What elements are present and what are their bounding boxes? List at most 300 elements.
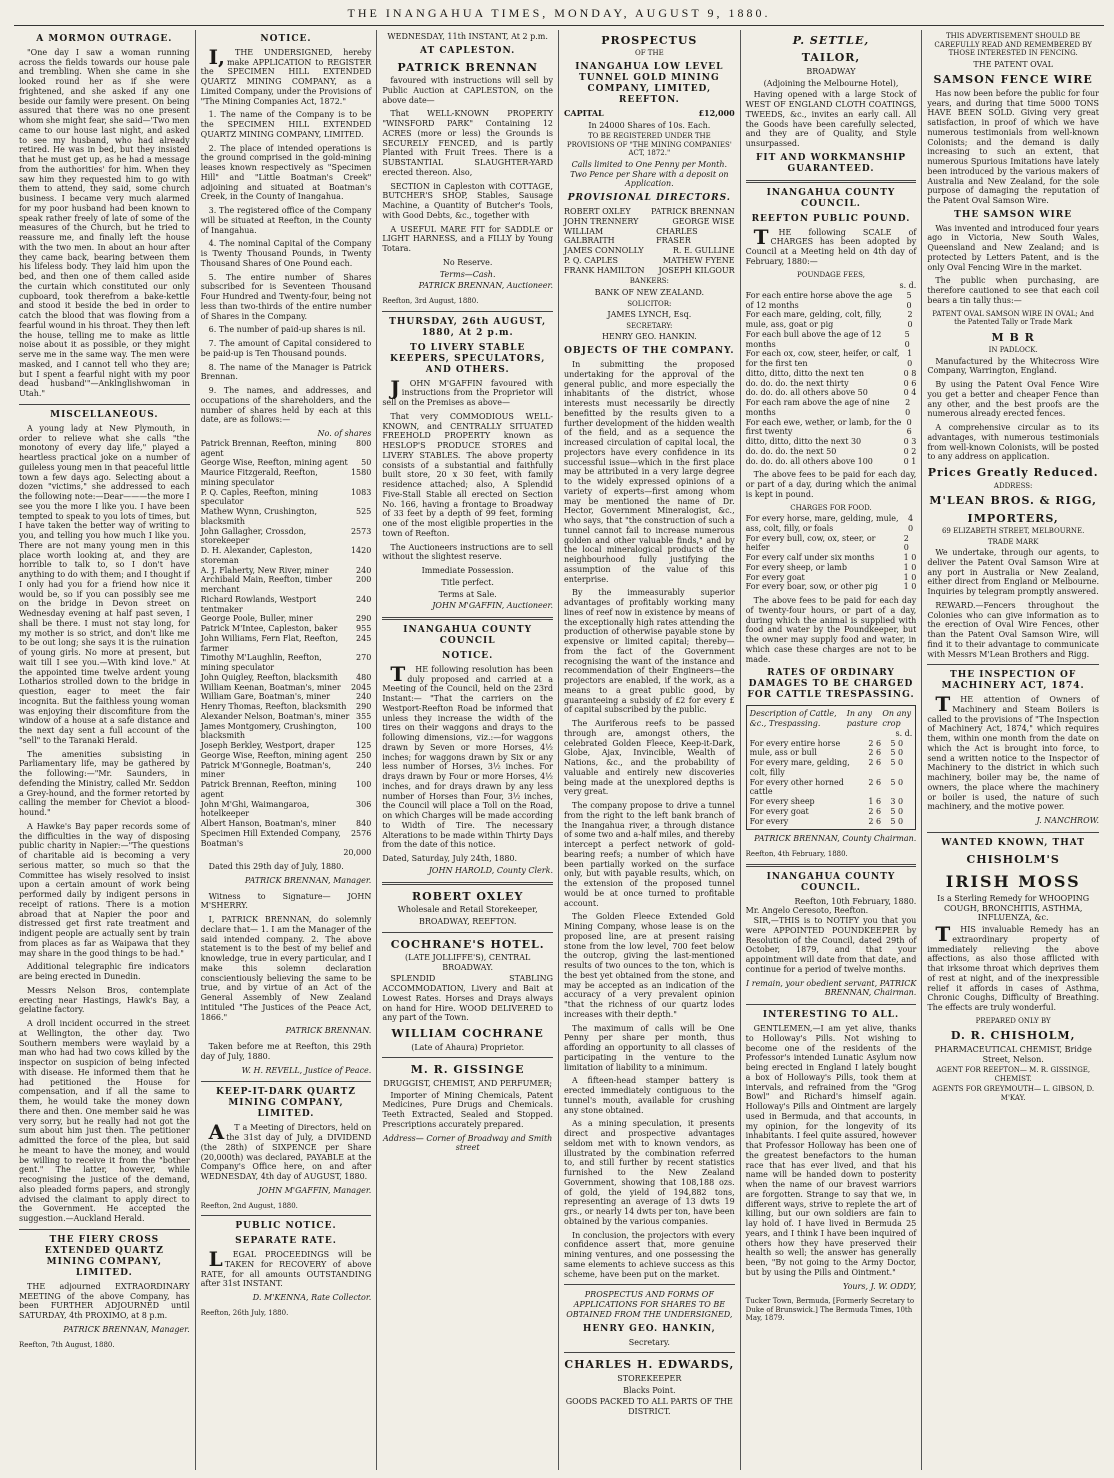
poundkeeper-signature: I remain, your obedient servant, PATRICK BRENNAN, Chairman. [746, 978, 917, 998]
damages-amount: 2 6 [868, 758, 882, 768]
solicitor-label: SOLICITOR: [627, 299, 672, 308]
miscellaneous-story [19, 424, 190, 1224]
list-row [201, 458, 372, 468]
director-name: GEORGE WISE [672, 216, 735, 226]
auctioneer-signature-2: JOHN M'GAFFIN, Auctioneer. [432, 601, 553, 611]
director-name: JOHN TRENNERY [564, 216, 639, 226]
list-row [201, 624, 372, 634]
row-value: 1 0 [903, 562, 917, 572]
manufacturer: Manufactured by the Whitecross Wire Company, Warrington, England. [927, 356, 1099, 376]
row-label: P. Q. Caples, Reefton, mining speculator [200, 487, 319, 507]
capital-row [564, 109, 735, 119]
list-row [201, 488, 372, 508]
row-label: Patrick Brennan, Reefton, mining agent [200, 780, 337, 799]
damages-desc: For every [749, 816, 789, 826]
edwards-goods: GOODS PACKED TO ALL PARTS OF THE DISTRICT. [565, 1397, 733, 1417]
divider [927, 832, 1099, 833]
damages-desc: mule, ass or bull [749, 748, 817, 758]
list-row [746, 553, 917, 563]
column-4 [559, 30, 741, 1470]
irish-moss-sub: Is a Sterling Remedy for WHOOPING COUGH, BRONCHITIS, ASTHMA, INFLUENZA, &c. [937, 893, 1090, 923]
row-label: Alexander Nelson, Boatman's, miner [200, 711, 350, 721]
row-label: For every boar, sow, or other pig [745, 582, 878, 592]
notice-title: NOTICE. [260, 34, 312, 44]
registration-line: TO BE REGISTERED UNDER THE PROVISIONS OF "THE MINING COMPANIES' ACT, 1872." [566, 132, 732, 158]
list-row [746, 514, 917, 534]
list-row [746, 310, 917, 330]
undertake-text: We undertake, through our agents, to deliver the Patent Oval Samson Wire at any port in Australia or New Zealand, either direct from England or Melbourne. Inquiries by telegram promptly answered. [927, 548, 1099, 597]
director-name: WILLIAM GALBRAITH [564, 226, 615, 246]
mclean-address: 69 ELIZABETH STREET, MELBOURNE. [941, 526, 1085, 535]
list-row [201, 595, 372, 615]
bank-name: BANK OF NEW ZEALAND. [594, 287, 705, 297]
damages-row [750, 807, 913, 817]
row-value: 0 3 [903, 437, 917, 447]
damages-table [746, 705, 917, 830]
row-value: 245 [356, 633, 372, 643]
list-row [201, 722, 372, 742]
list-row [201, 673, 372, 683]
list-row [201, 800, 372, 820]
william-cochrane-sub: (Late of Ahaura) Proprietor. [411, 1042, 525, 1052]
director-name: FRANK HAMILTON [564, 265, 645, 275]
divider [382, 1057, 553, 1058]
bankers-label: BANKERS: [629, 277, 669, 286]
row-label: For each entire horse above the age of 12 months [745, 290, 893, 310]
row-label: William Gare, Boatman's, miner [200, 692, 331, 702]
mclean-name: M'LEAN BROS. & RIGG, [929, 494, 1097, 508]
row-label: Richard Rowlands, Westport tentmaker [200, 594, 317, 614]
settle-body: Having opened with a large Stock of WEST OF ENGLAND CLOTH COATINGS, TWEEDS, &c., invites an early call. All the Goods have been carefully selected, and they are of Quality, and Style unsurpassed. [745, 90, 917, 149]
notice-items [201, 110, 372, 425]
row-value: 200 [356, 575, 372, 585]
director-name: MATHEW FYENE [662, 255, 735, 265]
row-label: A. J. Flaherty, New River, miner [200, 565, 329, 575]
paragraph: A young lady at New Plymouth, in order to relieve what she calls "the monotony of every day life," played a heartless practical joke on a number of guileless young men in that peaceful little town a few days ago. Selecting about a dozen "victims," she addressed to each the following note:—Dear———the more I see you the more I like you. I have been tempted to speak to you lots of times, but I have taken the better way of writing to you, and telling you how much I like you. There are not many young men in this place worth looking at, and they are horrible to talk to, so I don't have anything to do with them; and I thought if I only had you for a friend how nice it would be, so if you can possibly see me on the bridge in Devon street on Wednesday evening at half past seven, I shall be there. I must not stay long, for my mother is so strict, and don't like me to be out long; she says it is the ruination of young girls. No more at present, but wait till I see you.—With kind love." At the appointed time twelve ardent young Lotharios strolled down to the bridge in question, eager to meet the fair incognita. But the faithless young woman was enjoying their discomfiture from the window of a house at a safe distance and the next day sent a full account of the "sell" to the Taranaki Herald. [19, 423, 190, 745]
masthead: THE INANGAHUA TIMES, MONDAY, AUGUST 9, 1880. [14, 6, 1104, 26]
paragraph: 8. The name of the Manager is Patrick Brennan. [200, 362, 372, 382]
objects-title: OBJECTS OF THE COMPANY. [564, 346, 735, 357]
irish-moss-body: THIS invaluable Remedy has an extraordinary property of immediately relieving the above affections, as also those afflicted with that irksome throat which deprives them of rest at night, and of the inexpressible relief it affords in cases of Asthma, Chronic Coughs, Difficulty of Breathing. The effects are truly wonderful. [927, 922, 1099, 1013]
list-row [746, 388, 917, 398]
capital-label: CAPITAL [564, 107, 604, 118]
row-label: do. do. do. the next thirty [745, 378, 849, 388]
row-label: John M'Ghi, Waimangaroa, hotelkeeper [200, 799, 310, 819]
damages-amount: 2 6 [868, 777, 882, 787]
director-name: JAMES CONNOLLY [564, 246, 644, 256]
directors-list [564, 207, 735, 275]
calls-line: Calls limited to One Penny per Month. Two Pence per Share with a deposit on Application. [570, 159, 729, 189]
column-2 [196, 30, 378, 1470]
keep-it-dark-signature: JOHN M'GAFFIN, Manager. [258, 1185, 372, 1195]
damages-col-crop: On any crop [882, 709, 912, 729]
damages-amount: 5 0 [890, 758, 904, 768]
directors-title: PROVISIONAL DIRECTORS. [567, 193, 731, 204]
oddy-signature: Yours, J. W. ODDY, [842, 1281, 917, 1291]
damages-amount: 5 0 [890, 777, 904, 787]
damages-amount: 5 0 [890, 738, 904, 748]
settle-location: (Adjoining the Melbourne Hotel), [763, 78, 899, 88]
row-label: Henry Thomas, Reefton, blacksmith [200, 702, 347, 712]
row-value: 1 0 [903, 572, 917, 582]
food-charges [746, 514, 917, 592]
row-label: Mathew Wynn, Crushington, blacksmith [200, 507, 317, 526]
paragraph: By the immeasurably superior advantages of profitably working many lines of reef now in existence by means of the exceptionally high rates attending the production of otherwise payable stone by expensive or limited capital; thereby—from the fact of the Government recognising the want of the instance and recommendation of their Engineers—the projectors are enabled, if the work, as a means to a great public good, by guaranteeing a subsidy of £2 for every £ of capital subscribed by the public. [564, 588, 735, 715]
row-label: Patrick M'Intee, Capleston, baker [200, 624, 338, 634]
row-value: 2 0 [903, 533, 909, 553]
paragraph: The Auriferous reefs to be passed through are, amongst others, the celebrated Golden Fleece, Keep-it-Dark, Globe, Ajax, Invincible, Wealth of Nations, &c., and the probability of valuable and entirely new discoveries being made at the unexplored depths is very great. [564, 719, 735, 797]
county-notice-date: Dated, Saturday, July 24th, 1880. [382, 854, 518, 864]
divider [19, 1229, 190, 1230]
paragraph: 6. The number of paid-up shares is nil. [208, 325, 366, 335]
auctioneer-instructions: The Auctioneers instructions are to sell without the slightest reserve. [382, 542, 553, 562]
row-label: John Quigley, Reefton, blacksmith [200, 672, 338, 682]
using-text: By using the Patent Oval Fence Wire you get a better and cheaper Fence than any other, and the best proofs are the numerous already erected fences. [927, 380, 1099, 419]
list-row [746, 563, 917, 573]
mormon-outrage-title: A MORMON OUTRAGE. [36, 34, 173, 44]
list-row [746, 379, 917, 389]
columns [14, 30, 1104, 1470]
row-value: 1 0 [903, 582, 917, 592]
paragraph: A droll incident occurred in the street at Wellington, the other day. Two Southern members were waylaid by a man who had had two cows killed by the inspector on suspicion of being infected with disease. He informed them that he had petitioned the House for compensation, and if all the same to them, he would take the money down there and then. One member said he was very sorry, but he really had not got the sum about him just then. The petitioner admitted the force of the plea, but said he meant to have the money, and would be willing to receive it from the "bother gent." The latter, however, while recognising the justice of the demand, also pleaded forms papers, and strongly advised the claimant to apply direct to the Government. He accepted the suggestion.—Auckland Herald. [19, 1019, 190, 1224]
row-label: For each ram above the age of nine months [745, 398, 890, 417]
column-5 [741, 30, 923, 1470]
justice-signature: W. H. REVELL, Justice of Peace. [241, 1065, 372, 1075]
damages-desc: For every goat [749, 806, 809, 816]
paragraph: 2. The place of intended operations is the ground comprised in the gold-mining leases known respectively as "Specimen Hill" and "Little Boatman's Creek" adjoining and situated at Boatman's Creek, in the County of Inangahua. [200, 143, 372, 202]
machinery-act-body: THE attention of Owners of Machinery and Steam Boilers is called to the provisions of "The Inspection of Machinery Act, 1874," which requires them, within one month from the date on which the Act is brought into force, to send a written notice to the Inspector of Machinery to the district in which such machinery, boiler may be, the name of owners, the place where the machinery or boiler is used, the nature of such machinery, and the motive power. [927, 692, 1099, 812]
row-label: For each mare, gelding, colt, filly, mule, ass, goat or pig [745, 310, 882, 330]
damages-amount: 2 6 [868, 816, 882, 826]
row-label: George Poole, Buller, miner [200, 614, 313, 624]
gissinge-trade: DRUGGIST, CHEMIST, AND PERFUMER; [383, 1078, 553, 1088]
column-6 [922, 30, 1104, 1470]
damages-amount: 3 0 [890, 797, 904, 807]
row-label: For every calf under six months [745, 553, 875, 563]
county-notice-body: THE following resolution has been duly proposed and carried at a Meeting of the Council, held on the 23rd Instant:— "That the carriers on the Westport-Reefton Road be informed that unless they increase the width of the tires on their waggons and drays to the following dimensions, viz.:—for waggons drawn by Seven or more Horses, 4½ inches; for waggons drawn by Six or any less number of Horses, 3½ inches. For drays drawn by Four or more Horses, 4½ inches, and for drays drawn by any less number of Horses than Four, 3½ inches, the Council will place a Toll on the Road, on which Charges will be made according to Width of Tire. The necessary Alterations to be made within Thirty Days from the date of this notice. [382, 661, 553, 850]
prospectus-forms: PROSPECTUS AND FORMS OF APPLICATIONS FOR SHARES TO BE OBTAINED FROM THE UNDERSIGNED, [566, 1290, 733, 1319]
edwards-place: Blacks Point. [623, 1385, 676, 1395]
divider [564, 1352, 735, 1353]
row-label: D. H. Alexander, Capleston, storeman [200, 546, 313, 565]
list-row [201, 712, 372, 722]
fiery-cross-signature: PATRICK BRENNAN, Manager. [63, 1324, 190, 1334]
row-label: For every bull, cow, ox, steer, or heifer [745, 533, 876, 553]
declaration: I, PATRICK BRENNAN, do solemnly declare that— 1. I am the Manager of the said intended company. 2. The above statement is to the best of my belief and knowledge, true in every particular, and I make this solemn declaration conscientiously believing the same to be true, and by virtue of an Act of the General Assembly of New Zealand intituled "The Justices of the Peace Act, 1866." [200, 915, 372, 1022]
fees-header: s. d. [899, 281, 917, 291]
divider [19, 404, 190, 405]
auction-date-2: THURSDAY, 26th AUGUST, 1880, At 2 p.m. [389, 316, 547, 338]
samson-body: Has now been before the public for four years, and during that time 5000 TONS HAVE BEEN SOLD. Giving very great satisfaction, in proof of which we have numerous testimonials from well-known Colonists; and the demand is daily increasing to such an extent, that numerous Spurious Imitations have lately been introduced by the various makers of Australia and New Zealand, for the sole purpose of damaging the reputation of the Patent Oval Samson Wire. [927, 88, 1099, 205]
rate-date: Reefton, 26th July, 1880. [200, 1308, 289, 1317]
auction-date-line-1: Reefton, 3rd August, 1880. [382, 297, 479, 306]
machinery-act-title: THE INSPECTION OF MACHINERY ACT, 1874. [941, 670, 1085, 692]
director-name: ROBERT OXLEY [564, 207, 631, 217]
row-label: do. do. do. all others above 50 [745, 388, 868, 398]
row-label: Specimen Hill Extended Company, Boatman's [200, 828, 341, 848]
list-row [746, 330, 917, 350]
pound-intro: THE following SCALE of CHARGES has been adopted by Council at a Meeting held on 4th day of February, 1880:— [745, 224, 917, 266]
notice-intro: I,THE UNDERSIGNED, hereby make APPLICATION to REGISTER the SPECIMEN HILL EXTENDED QUARTZ MINING COMPANY, as a Limited Company, under the Provisions of "The Mining Companies Act, 1872." [200, 44, 372, 106]
poundkeeper-body: SIR,—THIS is to NOTIFY you that you were APPOINTED POUNDKEEPER by Resolution of the Council, dated 29th of October, 1879, and that your appointment will date from that date, and continue for a period of twelve months. [745, 916, 917, 974]
auction-place: AT CAPLESTON. [420, 45, 516, 56]
row-label: James Montgomery, Crushington, blacksmith [200, 721, 337, 741]
row-value: 306 [356, 799, 372, 809]
damages-row [750, 797, 913, 807]
machinery-act-signature: J. NANCHROW. [1036, 816, 1099, 826]
paragraph: As a mining speculation, it presents direct and prospective advantages seldom met with to known vendors, as illustrated by the combination referred to, and still further by recent statistics furnished to the New Zealand Government, showing that 108,188 ozs. of gold, the yield of 194,882 tons, representing an average of 13 dwts 19 grs., or nearly 14 dwts per ton, have been obtained by the various companies. [564, 1119, 735, 1226]
mormon-story [19, 48, 190, 399]
list-row [201, 653, 372, 673]
pound-title: REEFTON PUBLIC POUND. [751, 213, 911, 224]
row-value: 2573 [350, 526, 372, 536]
circular-text: A comprehensive circular as to its advantages, with numerous testimonials from well-known Colonists, will be posted to any address on application. [927, 423, 1099, 462]
list-row [201, 751, 372, 761]
list-row [201, 507, 372, 527]
list-row [201, 468, 372, 488]
robert-oxley-trade: Wholesale and Retail Storekeeper, [397, 905, 538, 915]
keep-it-dark-body: AT a Meeting of Directors, held on the 31st day of July, a DIVIDEND (the 28th) of SIXPENCE per Share (20,000th) was declared, PAYABLE at the Company's Office here, on and after WEDNESDAY, 4th day of AUGUST, 1880. [200, 1120, 372, 1182]
row-value: 2045 [350, 682, 372, 692]
row-label: do. do. do. all others above 100 [745, 456, 873, 466]
fees-note: The above fees to be paid for each day, or part of a day, during which the animal is kept in pound. [745, 470, 917, 499]
director-row [564, 207, 735, 217]
row-label: For each ox, cow, steer, heifer, or calf, for the first ten [745, 349, 900, 369]
row-label: For every sheep, or lamb [745, 562, 847, 572]
list-row [746, 534, 917, 554]
row-label: George Wise, Reefton, mining agent [200, 750, 348, 760]
row-value: 2 0 [905, 398, 911, 417]
samson-wire-body: Was invented and introduced four years ago in Victoria, New South Wales, Queensland and New Zealand; and is protected by Letters Patent, and is the only Oval Fencing Wire in the market. [927, 223, 1099, 272]
row-label: John Williams, Fern Flat, Reefton, farmer [200, 633, 339, 653]
list-row [201, 692, 372, 702]
settle-trade: TAILOR, [801, 51, 861, 65]
hankin-name: HENRY GEO. HANKIN, [582, 1323, 716, 1334]
director-row [564, 246, 735, 256]
reward-text: REWARD.—Fencers throughout the Colonies who can give information as to the erection of Oval Wire Fences, other than the Patent Oval Samson Wire, will find it to their advantage to communicate with Messrs M'Lean Brothers and Rigg. [927, 600, 1099, 659]
row-value: 840 [356, 819, 372, 829]
row-label: Patrick M'Gonnegle, Boatman's, miner [200, 760, 332, 780]
paragraph: A Hawke's Bay paper records some of the difficulties in the way of disposing public charity in Napier:—"The questions of charitable aid is becoming a very serious matter, so much so that the Committee has wisely resolved to insist upon a certain amount of work being performed daily by indigent persons in receipt of rations. There is a motion abroad that at Napier the poor and distressed get first rate treatment and indigent people are actually sent by train from places as far as Waipawa that they may share in the good things to be had." [19, 821, 190, 958]
damages-row [750, 778, 913, 798]
county-notice-title: NOTICE. [442, 650, 494, 661]
auctioneer-signature-1: PATRICK BRENNAN, Auctioneer. [418, 281, 553, 291]
paragraph: 4. The nominal Capital of the Company is Twenty Thousand Pounds, in Twenty Thousand Shares of One Pound each. [200, 239, 372, 268]
row-value: 50 [361, 458, 372, 468]
row-label: John Gallagher, Crossdon, storekeeper [200, 526, 307, 546]
cochranes-hotel-sub: (LATE JOLLIFFE'S), CENTRAL BROADWAY. [405, 952, 531, 972]
damages-amount: 2 6 [868, 738, 882, 748]
food-title: CHARGES FOR FOOD. [790, 503, 872, 512]
divider [746, 864, 917, 867]
cochranes-hotel-title: COCHRANE'S HOTEL. [390, 937, 545, 951]
paragraph: Additional telegraphic fire indicators are being erected in Dunedin. [19, 962, 190, 982]
row-value: 0 4 [903, 388, 917, 398]
poundkeeper-council-title: INANGAHUA COUNTY COUNCIL. [766, 871, 896, 893]
gissinge-body: Importer of Mining Chemicals, Patent Medicines, Pure Drugs and Chemicals. Teeth Extracted, Sealed and Stopped. Prescriptions accurately prepared. [382, 1090, 553, 1129]
chairman-signature: PATRICK BRENNAN, County Chairman. [754, 834, 917, 844]
director-name: JOSEPH KILGOUR [658, 265, 735, 275]
row-value: 20,000 [343, 848, 372, 858]
list-row [746, 349, 917, 369]
director-row [564, 256, 735, 266]
caution-text: The public when purchasing, are therefore cautioned to see that each coil bears a tin tally thus:— [927, 276, 1099, 305]
robert-oxley-name: ROBERT OXLEY [412, 889, 524, 903]
auction-intro-1: favoured with instructions will sell by Public Auction at CAPLESTON, on the above date— [382, 76, 553, 105]
row-value: 480 [356, 672, 372, 682]
row-value: 240 [356, 760, 372, 770]
list-row [201, 575, 372, 595]
witness-line: Witness to Signature— JOHN M'SHERRY. [200, 891, 372, 911]
list-row [201, 819, 372, 829]
settle-street: BROADWAY [806, 66, 856, 76]
paragraph: The Golden Fleece Extended Gold Mining Company, whose lease is on the proposed line, are at present raising stone from the low level, 700 feet below the outcrop, giving the last-mentioned results of two ounces to the ton, which is the best yet obtained from the stone, and may be accepted as an indication of the accuracy of a very prevalent opinion "that the richness of our quartz lodes increases with their depth." [564, 912, 735, 1019]
william-cochrane-name: WILLIAM COCHRANE [391, 1027, 544, 1041]
list-row [746, 291, 917, 311]
declaration-signature: PATRICK BRENNAN. [285, 1026, 372, 1036]
row-label: Patrick Brennan, Reefton, mining agent [200, 438, 337, 458]
damages-amount: 2 6 [868, 748, 882, 758]
capital-value: £12,000 [698, 107, 735, 118]
paragraph: In submitting the proposed undertaking for the approval of the general public, and more especially the inhabitants of the district, whose interests must necessarily be directly benefitted by the results given to a further development of the hidden wealth of the field, and as a sequence the increased circulation of capital local, the projectors have every confidence in its successful issue—which in the first place may be attributed in a very large degree to the widely expressed opinions of a variety of experts—first among whom may be mentioned the name of Dr. Hector, Government Mineralogist, &c., who says, that "the construction of such a tunnel cannot fail to increase numerous golden and other valuable finds," and by the local mineralogical products of the neighbourhood fully justifying the assumption of the value of this enterprise. [564, 360, 735, 584]
divider [201, 1215, 372, 1216]
no-reserve: No Reserve. [442, 257, 493, 267]
damages-rows [750, 739, 913, 827]
chairman-date: Reefton, 4th February, 1880. [745, 850, 848, 859]
list-row [201, 829, 372, 849]
divider [927, 664, 1099, 665]
poundage-fees [746, 291, 917, 467]
samson-fence-wire-title: SAMSON FENCE WIRE [933, 73, 1093, 87]
list-row [201, 741, 372, 751]
paragraph: In conclusion, the projectors with every confidence assert that, more genuine mining ventures, and one possessing the same elements to achieve success as this scheme, have been put on the market. [564, 1230, 735, 1279]
list-row [201, 439, 372, 459]
rate-collector-signature: D. M'KENNA, Rate Collector. [252, 1293, 372, 1303]
row-label: For every goat [745, 572, 805, 582]
list-row [201, 527, 372, 547]
row-value: 2 0 [907, 310, 913, 330]
importers-label: IMPORTERS, [967, 511, 1059, 525]
director-name: R. E. GULLINE [672, 246, 735, 256]
row-label: Maurice Fitzgerald, Reefton, mining speculator [200, 468, 318, 487]
damages-row [750, 748, 913, 758]
section-desc: SECTION in Capleston with COTTAGE, BUTCHER'S SHOP, Stables, Sausage Machine, a Quantity of Butcher's Tools, with Good Debts, &c., together with [382, 181, 553, 220]
row-label: For each ewe, wether, or lamb, for the first twenty [745, 417, 902, 437]
row-value: 270 [356, 653, 372, 663]
list-row [746, 369, 917, 379]
public-notice-title: PUBLIC NOTICE. [235, 1221, 337, 1232]
oddy-details: Tucker Town, Bermuda, [Formerly Secretary to Duke of Brunswick.] The Bermuda Times, 10th May, 1879. [745, 1297, 915, 1323]
director-name: PATRICK BRENNAN [650, 207, 735, 217]
list-row [201, 614, 372, 624]
divider [201, 1081, 372, 1082]
row-value: 240 [356, 594, 372, 604]
damages-desc: For every sheep [749, 797, 815, 807]
damages-col-pasture: In any pasture [846, 709, 878, 729]
paragraph: The company propose to drive a tunnel from the right to the left bank branch of the Inangahua river, a through distance of some two and a-half miles, and thereby intercept a perfect network of gold-bearing reefs; a number of which have been partially worked on the surface only, but with payable results, which, on the extension of the proposed tunnel would be at once turned to profitable account. [564, 801, 735, 908]
auction-intro-2: JOHN M'GAFFIN favoured with instructions from the Proprietor will sell on the Premises as above— [382, 375, 553, 407]
list-row [746, 582, 917, 592]
property-desc: That WELL-KNOWN PROPERTY "WINSFORD PARK" Containing 12 ACRES (more or less) the Grounds is SECURELY FENCED, and is partly Planted with Fruit Trees. There is a SUBSTANTIAL SLAUGHTER-YARD erected thereon. Also, [382, 109, 553, 177]
settle-guarantee: FIT AND WORKMANSHIP GUARANTEED. [756, 152, 906, 174]
row-value: 240 [356, 565, 372, 575]
miscellaneous-title: MISCELLANEOUS. [50, 409, 159, 420]
cochranes-hotel-body: SPLENDID STABLING ACCOMMODATION, Livery and Bait at Lowest Rates. Horses and Drays always on hand for Hire. WOOD DELIVERED to any part of the Town. [382, 974, 553, 1023]
paragraph: Messrs Nelson Bros, contemplate erecting near Hastings, Hawk's Bay, a gelatine factory. [19, 985, 190, 1015]
secretary-label: SECRETARY: [626, 321, 673, 330]
row-value: 5 0 [906, 290, 912, 310]
gissinge-address: Address— Corner of Broadway and Smith street [382, 1133, 553, 1153]
paragraph: 1. The name of the Company is to be the SPECIMEN HILL EXTENDED QUARTZ MINING COMPANY, LIMITED. [200, 110, 372, 139]
gissinge-name: M. R. GISSINGE [410, 1063, 525, 1077]
paragraph: "One day I saw a woman running across the fields towards our house pale and trembling. When she came in she looked round her as if she were frightened, and she asked if any one beside our family were present. On being assured that there was no one present whom she might fear, she said—'Two men came to our house last night, and asked to see my husband, who had already retired. He was in bed, but they insisted that he must get up, as he had a message from the authorities' for him. When they saw him they requested him to go with them to attend, they said, some church business. I became very much alarmed for my poor husband had been known to speak rather freely of late of some of the measures of the Church, but he tried to reassure me, and finally left the house with the two men. In about an hour after they came back, bearing between them his lifeless body. They laid him upon the bed, and then one of them called aside the curtain which constituted our only cupboard, took therefrom a bake-kettle and stood it beside the bed in order to catch the blood that was flowing from a fearful wound in his throat. They then left the house, telling me to make as little noise about it as possible, or they might serve me in the same way. The men were masked, and I cannot tell who they are; but I spent a fearful night with my poor dead husband'"—Anklnglishwoman in Utah." [19, 47, 190, 399]
fiery-cross-date: Reefton, 7th August, 1880. [19, 1340, 115, 1349]
reefton-agent: AGENT FOR REEFTON— M. R. GISSINGE, CHEMIST. [936, 1066, 1091, 1083]
row-value: 0 6 [906, 417, 912, 437]
damages-col-desc: Description of Cattle, &c., Trespassing. [749, 709, 837, 729]
row-label: ditto, ditto, ditto the next ten [745, 368, 865, 378]
chisholms-name: CHISHOLM'S [966, 852, 1060, 866]
edwards-trade: STOREKEEPER [617, 1373, 682, 1383]
divider [746, 180, 917, 183]
director-row [564, 227, 735, 247]
prospectus-body [564, 360, 735, 1279]
row-label: George Wise, Reefton, mining agent [200, 458, 348, 468]
row-label: For each bull above the age of 12 months [745, 329, 882, 349]
row-value: 290 [356, 614, 372, 624]
samson-wire-title: THE SAMSON WIRE [954, 209, 1073, 220]
column-3 [377, 30, 559, 1470]
director-row [564, 266, 735, 276]
divider [382, 617, 553, 620]
damages-header [750, 709, 913, 729]
trade-mark-label: TRADE MARK [987, 537, 1039, 546]
damages-row [750, 758, 913, 778]
damages-amount: 1 6 [868, 797, 882, 807]
padlock-label: IN PADLOCK. [988, 346, 1038, 355]
patent-oval-label: THE PATENT OVAL [973, 59, 1053, 69]
damages-desc: For every entire horse [749, 738, 841, 748]
row-label: For every horse, mare, gelding, mule, ass, colt, filly, or foals [745, 514, 899, 533]
damages-unit: s. d. [895, 728, 913, 738]
separate-rate-title: SEPARATE RATE. [235, 1236, 337, 1247]
paragraph: 7. The amount of Capital considered to be paid-up is Ten Thousand pounds. [200, 339, 372, 358]
row-label: Timothy M'Laughlin, Reefton, mining speculator [200, 653, 322, 673]
list-row [201, 546, 372, 566]
paragraph: The amenities subsisting in Parliamentary life, may be gathered by the following:—"Mr. Saunders, in defending the Ministry, called Mr. Seddon a Grey-hound, and the former retorted by calling the member for Cheviot a blood-hound." [19, 749, 190, 818]
row-value: 1 0 [903, 553, 917, 563]
livery-property-desc: That very COMMODIOUS WELL-KNOWN, and CENTRALLY SITUATED FREEHOLD PROPERTY known as HESLOP'S PRODUCE STORES and LIVERY STABLES. The above property consists of a substantial and faithfully built store, 20 x 30 feet, with family residence attached; also, A Splendid Five-Stall Stable all erected on Section No. 166, having a frontage to Broadway of 33 feet by a depth of 99 feet, forming one of the most eligible properties in the town of Reefton. [382, 411, 553, 538]
fencing-advert-intro: THIS ADVERTISEMENT SHOULD BE CAREFULLY READ AND REMEMBERED BY THOSE INTERESTED IN FENCING. [934, 32, 1092, 58]
list-row [201, 761, 372, 781]
pound-council-title: INANGAHUA COUNTY COUNCIL. [766, 187, 896, 209]
tally-text: PATENT OVAL SAMSON WIRE IN OVAL; And the Patented Tally or Trade Mark [932, 309, 1095, 327]
list-row [201, 683, 372, 693]
declaration-date: Taken before me at Reefton, this 29th day of July, 1880. [200, 1042, 372, 1061]
mare-desc: A USEFUL MARE FIT for SADDLE or LIGHT HARNESS, and a FILLY by Young Totara. [382, 224, 553, 254]
damages-amount: 5 0 [890, 748, 904, 758]
paragraph: 5. The entire number of Shares subscribed for is Seventeen Thousand Four Hundred and Twenty-four, being not less than two-thirds of the entire number of Shares in the Company. [200, 272, 372, 321]
row-label: William Keenan, Boatman's, miner [200, 682, 341, 692]
robert-oxley-address: BROADWAY, REEFTON. [418, 916, 517, 926]
poundkeeper-date: Reefton, 10th February, 1880. [794, 896, 917, 906]
row-value: 1420 [350, 546, 372, 556]
paragraph: The maximum of calls will be One Penny per share per month, thus affording an opportunity to all classes of participating in the venture to the limitation of liability to a minimum. [564, 1023, 735, 1072]
poundkeeper-addressee: Mr. Angelo Ceresoto, Reefton. [745, 906, 869, 916]
row-value: 100 [356, 721, 372, 731]
edwards-name: CHARLES H. EDWARDS, [564, 1358, 735, 1372]
interesting-title: INTERESTING TO ALL. [762, 1010, 900, 1021]
